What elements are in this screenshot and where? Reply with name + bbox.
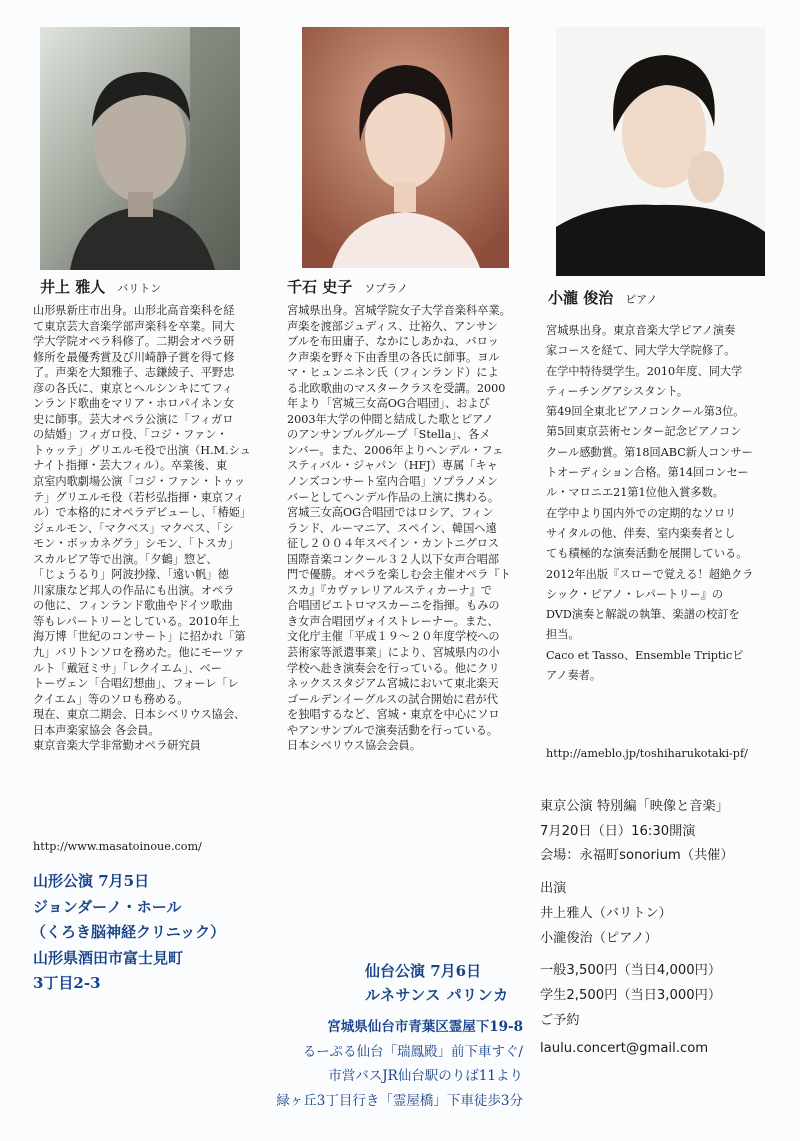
- tokyo-datetime: 7月20日（日）16:30開演: [540, 823, 696, 839]
- bio-line: モン・ボッカネグラ」シモン、「トスカ」: [33, 537, 239, 551]
- bio-line: 日本声楽家協会 各会員。: [33, 723, 160, 737]
- bio-line: トオーディション合格。第14回コンセー: [546, 466, 749, 480]
- bio-line: Caco et Tasso、Ensemble Tripticピ: [546, 648, 744, 662]
- photo-toshiharu-kotaki: [556, 27, 765, 276]
- bio-line: ナイト指揮・芸大フィル）。卒業後、東: [33, 459, 228, 473]
- bio-line: サイタルの他、伴奏、室内楽奏者とし: [546, 526, 736, 540]
- name-text: 小瀧 俊治: [548, 289, 614, 307]
- bio-line: アノ奏者。: [546, 669, 602, 683]
- bio-line: スカ』『カヴァレリアルスティカーナ』で: [287, 583, 492, 597]
- bio-line: ブルを布田庸子、なかにしあかね、バロッ: [287, 335, 499, 349]
- sendai-performance: [365, 960, 509, 1007]
- price-general: 一般3,500円（当日4,000円）: [540, 963, 722, 979]
- website-link-kotaki[interactable]: http://ameblo.jp/toshiharukotaki-pf/: [546, 747, 748, 760]
- bio-line: クール感動賞。第18回ABC新人コンサー: [546, 445, 753, 459]
- bio-line: る北欧歌曲のマスタークラスを受講。2000: [287, 381, 506, 395]
- photo-fumiko-sengoku: [302, 27, 509, 268]
- role-label: バリトン: [117, 282, 162, 295]
- bio-line: 第49回全東北ピアノコンクール第3位。: [546, 405, 745, 419]
- yamagata-line: （くろき脳神経クリニック）: [31, 923, 226, 941]
- bio-line: ンランド歌曲をマリア・ホロパイネン女: [33, 397, 235, 411]
- sendai-title: 仙台公演 7月6日: [365, 962, 482, 980]
- performer-name-inoue: [40, 276, 161, 297]
- bio-line: 年より「宮城三女高OG合唱団」、および: [287, 397, 490, 411]
- bio-line: の結婚」フィガロ役、「コジ・ファン・: [33, 428, 228, 442]
- bio-sengoku: [287, 303, 511, 754]
- bio-line: 山形県新庄市出身。山形北高音楽科を経: [33, 304, 235, 317]
- bio-line: スティバル・ジャパン（HFJ）専属「キャ: [287, 459, 498, 473]
- performer-name-kotaki: [548, 287, 657, 308]
- bio-line: 修所を最優秀賞及び川崎静子賞を得て修: [33, 350, 235, 364]
- bio-line: て東京芸大音楽学部声楽科を卒業。同大: [33, 319, 235, 333]
- reservation-email[interactable]: laulu.concert@gmail.com: [540, 1041, 709, 1057]
- bio-line: 家コースを経て、同大学大学院修了。: [546, 344, 736, 358]
- bio-line: スカルピア等で出演。「夕鶴」惣ど、: [33, 552, 218, 566]
- bio-line: ても積極的な演奏活動を展開している。: [546, 547, 748, 561]
- bio-line: 文化庁主催「平成１９～２０年度学校への: [287, 630, 500, 644]
- bio-line: ルト「戴冠ミサ」「レクイエム」、ベー: [33, 661, 222, 675]
- bio-line: ク声楽を野々下由香里の各氏に師事。ヨル: [287, 350, 500, 364]
- sendai-access-2: 市営バスJR仙台駅のりば11より: [328, 1068, 523, 1084]
- sendai-access-1: るーぷる仙台「瑞鳳殿」前下車すぐ/: [302, 1043, 523, 1060]
- sendai-access-3: 緑ヶ丘3丁目行き「霊屋橋」下車徒歩3分: [276, 1092, 523, 1109]
- bio-line: シック・ピアノ・レパートリー』の: [546, 587, 724, 601]
- sendai-venue: ルネサンス パリンカ: [365, 985, 509, 1004]
- bio-line: ランド、ルーマニア、スペイン、韓国へ遠: [287, 521, 497, 535]
- bio-line: の他に、フィンランド歌曲やドイツ歌曲: [33, 599, 233, 613]
- role-label: ピアノ: [625, 293, 658, 306]
- bio-line: 征し２００４年スペイン・カントニグロス: [287, 537, 500, 551]
- bio-line: テ」グリエルモ役（若杉弘指揮・東京フィ: [33, 490, 245, 504]
- bio-line: DVD演奏と解説の執筆、楽譜の校訂を: [546, 608, 740, 622]
- name-text: 井上 雅人: [40, 278, 106, 296]
- bio-line: クイエム」等のソロも務める。: [33, 692, 189, 706]
- bio-line: 2012年出版『スローで覚える！超絶クラ: [546, 567, 754, 581]
- bio-line: 川家康など邦人の作品にも出演。オペラ: [33, 583, 235, 597]
- role-label: ソプラノ: [364, 282, 408, 295]
- bio-line: 現在、東京二期会、日本シベリウス協会、: [33, 708, 246, 722]
- bio-line: 宮城県出身。宮城学院女子大学音楽科卒業。: [287, 304, 511, 317]
- bio-line: 芸術家等派遣事業」により、宮城県内の小: [287, 646, 500, 660]
- bio-line: トゥッテ」グリエルモ役で出演（H.M.シュ: [33, 443, 251, 457]
- bio-line: やアンサンブルで演奏活動を行っている。: [287, 723, 499, 737]
- photo-masato-inoue: [40, 27, 240, 270]
- bio-line: 第5回東京芸術センター記念ピアノコン: [546, 425, 742, 439]
- yamagata-performance: [33, 869, 225, 997]
- bio-line: 海万博「世紀のコンサート」に招かれ「第: [33, 630, 246, 644]
- bio-kotaki: [546, 321, 753, 686]
- bio-line: のアンサンブルグループ「Stella」、各メ: [287, 428, 491, 442]
- bio-line: 彦の各氏に、東京とヘルシンキにてフィ: [33, 381, 233, 395]
- name-text: 千石 史子: [287, 278, 353, 296]
- bio-line: 学校へ赴き演奏会を行っている。他にクリ: [287, 661, 500, 675]
- bio-line: ゴールデンイーグルスの試合開始に君が代: [287, 692, 498, 706]
- cast-piano: 小瀧俊治（ピアノ）: [540, 930, 658, 946]
- bio-line: 京室内歌劇場公演「コジ・ファン・トゥッ: [33, 475, 246, 489]
- yamagata-line: 山形県酒田市富士見町: [33, 948, 184, 967]
- bio-line: ティーチングアシスタント。: [546, 384, 688, 398]
- bio-line: 門で優勝。オペラを楽しむ会主催オペラ『ト: [287, 568, 511, 582]
- bio-line: 日本シベリウス協会会員。: [287, 739, 421, 753]
- bio-line: 国際音楽コンクール３２人以下女声合唱部: [287, 552, 500, 566]
- bio-line: を独唱するなど、宮城・東京を中心にソロ: [287, 708, 500, 722]
- bio-line: 東京音楽大学非常勤オペラ研究員: [33, 739, 201, 753]
- bio-line: 「じょうるり」阿波抄掾、「遠い帆」徳: [33, 568, 229, 582]
- bio-line: 学大学院オペラ科修了。二期会オペラ研: [33, 335, 235, 349]
- bio-line: 了。声楽を大類雅子、志鎌綾子、平野忠: [33, 366, 235, 380]
- sendai-address: 宮城県仙台市青葉区霊屋下19-8: [327, 1019, 523, 1035]
- bio-line: 2003年大学の仲間と結成した歌とピアノ: [287, 412, 494, 426]
- tokyo-venue: 会場：永福町sonorium（共催）: [540, 848, 734, 864]
- bio-line: 宮城三女高OG合唱団ではロシア、フィン: [287, 506, 494, 520]
- bio-line: ル・マロニエ21第1位他入賞多数。: [546, 486, 724, 500]
- website-link-inoue[interactable]: http://www.masatoinoue.com/: [33, 840, 202, 853]
- yamagata-line: 山形公演 7月5日: [33, 872, 150, 890]
- sendai-address-block: [276, 1015, 523, 1113]
- reservation-label: ご予約: [540, 1012, 580, 1028]
- price-student: 学生2,500円（当日3,000円）: [540, 987, 722, 1003]
- bio-line: 九」バリトンソロを務めた。他にモーツァ: [33, 646, 245, 660]
- yamagata-line: 3丁目2-3: [33, 974, 101, 992]
- bio-line: ノンズコンサート室内合唱」ソプラノメン: [287, 475, 498, 489]
- bio-line: 等もレパートリーとしている。2010年上: [33, 614, 240, 628]
- bio-line: 在学中特待奨学生。2010年度、同大学: [546, 364, 743, 378]
- tokyo-performance: [540, 795, 795, 1062]
- bio-line: ネックススタジアム宮城において東北楽天: [287, 677, 499, 691]
- bio-line: バーとしてヘンデル作品の上演に携わる。: [287, 490, 500, 504]
- bio-line: 宮城県出身。東京音楽大学ピアノ演奏: [546, 324, 736, 337]
- bio-line: 合唱団ピエトロマスカーニを指揮。もみの: [287, 599, 500, 613]
- bio-line: ル）で本格的にオペラデビューし、「椿姫」: [33, 506, 252, 520]
- bio-line: 声楽を渡部ジュディス、辻裕久、アンサン: [287, 319, 498, 333]
- bio-line: 在学中より国内外での定期的なソロリ: [546, 506, 737, 520]
- tokyo-title: 東京公演 特別編「映像と音楽」: [540, 799, 729, 814]
- cast-heading: 出演: [540, 881, 567, 897]
- bio-line: ンバー。また、2006年よりヘンデル・フェ: [287, 443, 504, 457]
- cast-baritone: 井上雅人（バリトン）: [540, 905, 672, 921]
- performer-name-sengoku: [287, 276, 408, 297]
- bio-line: 担当。: [546, 628, 580, 642]
- yamagata-line: ジョンダーノ・ホール: [33, 897, 182, 916]
- bio-line: ジェルモン、「マクベス」マクベス、「シ: [33, 521, 234, 535]
- bio-inoue: [33, 303, 251, 754]
- bio-line: トーヴェン「合唱幻想曲」、フォーレ「レ: [33, 677, 239, 691]
- bio-line: マ・ヒュンニネン氏（フィンランド）によ: [287, 366, 499, 380]
- bio-line: き女声合唱団ヴォイストレーナー。また、: [287, 614, 499, 628]
- bio-line: 史に師事。芸大オペラ公演に「フィガロ: [33, 412, 234, 426]
